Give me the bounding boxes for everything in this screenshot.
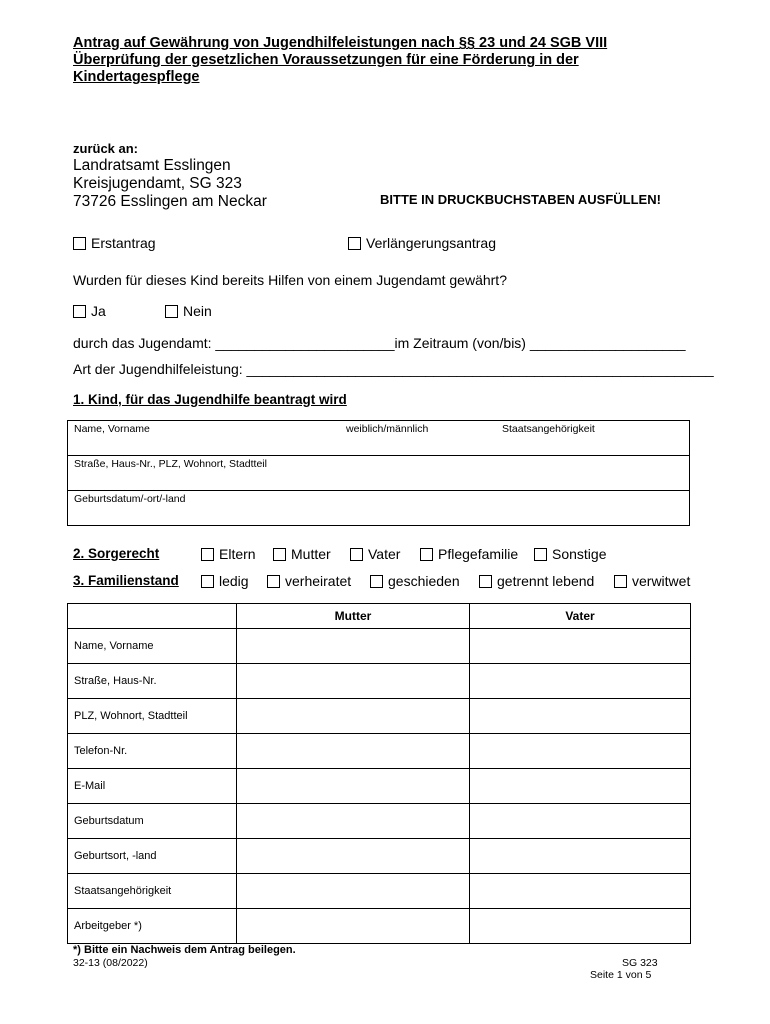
header-father: Vater bbox=[470, 604, 691, 629]
father-field[interactable] bbox=[470, 839, 691, 874]
marital-single-label: ledig bbox=[219, 573, 249, 589]
father-field[interactable] bbox=[470, 874, 691, 909]
mother-field[interactable] bbox=[237, 734, 470, 769]
mother-field[interactable] bbox=[237, 874, 470, 909]
marital-widowed-label: verwitwet bbox=[632, 573, 691, 589]
yes-label: Ja bbox=[91, 303, 106, 319]
row-label: Arbeitgeber *) bbox=[68, 909, 237, 944]
address-line-3: 73726 Esslingen am Neckar bbox=[73, 193, 267, 210]
document-title bbox=[73, 35, 713, 86]
child-row-birth[interactable] bbox=[68, 491, 689, 526]
table-row bbox=[68, 874, 691, 909]
agency-period-line[interactable]: durch das Jugendamt: _______________________im Zeitraum (von/bis) ____________________ bbox=[73, 335, 686, 351]
no-checkbox[interactable] bbox=[165, 305, 178, 318]
section1-heading: 1. Kind, für das Jugendhilfe beantragt wird bbox=[73, 392, 347, 407]
table-row bbox=[68, 804, 691, 839]
marital-widowed-checkbox[interactable] bbox=[614, 575, 627, 588]
father-field[interactable] bbox=[470, 909, 691, 944]
marital-married-checkbox[interactable] bbox=[267, 575, 280, 588]
marital-separated-label: getrennt lebend bbox=[497, 573, 595, 589]
father-field[interactable] bbox=[470, 699, 691, 734]
custody-mother-label: Mutter bbox=[291, 546, 331, 562]
custody-foster-checkbox[interactable] bbox=[420, 548, 433, 561]
marital-divorced-checkbox[interactable] bbox=[370, 575, 383, 588]
address-line-1: Landratsamt Esslingen bbox=[73, 157, 231, 174]
child-gender-label: weiblich/männlich bbox=[346, 423, 429, 435]
yes-checkbox[interactable] bbox=[73, 305, 86, 318]
mother-field[interactable] bbox=[237, 839, 470, 874]
marital-option-single[interactable] bbox=[201, 573, 249, 589]
row-label: Geburtsort, -land bbox=[68, 839, 237, 874]
table-row bbox=[68, 629, 691, 664]
marital-option-divorced[interactable] bbox=[370, 573, 460, 589]
father-field[interactable] bbox=[470, 734, 691, 769]
child-nationality-label: Staatsangehörigkeit bbox=[502, 423, 595, 435]
row-label: E-Mail bbox=[68, 769, 237, 804]
first-application-label: Erstantrag bbox=[91, 235, 156, 251]
custody-mother-checkbox[interactable] bbox=[273, 548, 286, 561]
father-field[interactable] bbox=[470, 804, 691, 839]
custody-other-label: Sonstige bbox=[552, 546, 607, 562]
option-extension-application[interactable] bbox=[348, 235, 496, 251]
custody-foster-label: Pflegefamilie bbox=[438, 546, 519, 562]
form-code: 32-13 (08/2022) bbox=[73, 957, 148, 969]
row-label: PLZ, Wohnort, Stadtteil bbox=[68, 699, 237, 734]
option-no[interactable] bbox=[165, 303, 212, 319]
option-first-application[interactable] bbox=[73, 235, 156, 251]
mother-field[interactable] bbox=[237, 699, 470, 734]
child-name-label: Name, Vorname bbox=[74, 423, 150, 435]
custody-option-mother[interactable] bbox=[273, 546, 331, 562]
marital-divorced-label: geschieden bbox=[388, 573, 460, 589]
department-code: SG 323 bbox=[622, 957, 658, 969]
service-type-line[interactable]: Art der Jugendhilfeleistung: ____________________________________________________________ bbox=[73, 361, 714, 377]
custody-option-foster[interactable] bbox=[420, 546, 518, 562]
child-row-address[interactable] bbox=[68, 456, 689, 491]
table-row bbox=[68, 734, 691, 769]
footnote: *) Bitte ein Nachweis dem Antrag beilegen. bbox=[73, 944, 296, 956]
child-address-label: Straße, Haus-Nr., PLZ, Wohnort, Stadtteil bbox=[74, 458, 267, 470]
return-address bbox=[73, 157, 267, 211]
table-row bbox=[68, 839, 691, 874]
parents-table-header bbox=[68, 604, 691, 629]
row-label: Name, Vorname bbox=[68, 629, 237, 664]
mother-field[interactable] bbox=[237, 769, 470, 804]
return-label: zurück an: bbox=[73, 141, 139, 156]
address-line-2: Kreisjugendamt, SG 323 bbox=[73, 175, 242, 192]
custody-option-other[interactable] bbox=[534, 546, 606, 562]
father-field[interactable] bbox=[470, 769, 691, 804]
table-row bbox=[68, 769, 691, 804]
mother-field[interactable] bbox=[237, 909, 470, 944]
custody-option-parents[interactable] bbox=[201, 546, 256, 562]
section2-heading: 2. Sorgerecht bbox=[73, 546, 160, 561]
row-label: Telefon-Nr. bbox=[68, 734, 237, 769]
custody-father-checkbox[interactable] bbox=[350, 548, 363, 561]
custody-parents-checkbox[interactable] bbox=[201, 548, 214, 561]
header-mother: Mutter bbox=[237, 604, 470, 629]
custody-option-father[interactable] bbox=[350, 546, 400, 562]
mother-field[interactable] bbox=[237, 804, 470, 839]
block-letters-notice: BITTE IN DRUCKBUCHSTABEN AUSFÜLLEN! bbox=[380, 192, 661, 207]
father-field[interactable] bbox=[470, 664, 691, 699]
mother-field[interactable] bbox=[237, 664, 470, 699]
custody-other-checkbox[interactable] bbox=[534, 548, 547, 561]
prior-help-question: Wurden für dieses Kind bereits Hilfen von einem Jugendamt gewährt? bbox=[73, 272, 507, 288]
marital-married-label: verheiratet bbox=[285, 573, 352, 589]
marital-separated-checkbox[interactable] bbox=[479, 575, 492, 588]
title-line-3: Kindertagespflege bbox=[73, 69, 200, 85]
row-label: Straße, Haus-Nr. bbox=[68, 664, 237, 699]
mother-field[interactable] bbox=[237, 629, 470, 664]
title-line-2: Überprüfung der gesetzlichen Voraussetzungen für eine Förderung in der bbox=[73, 52, 579, 68]
header-empty bbox=[68, 604, 237, 629]
title-line-1: Antrag auf Gewährung von Jugendhilfeleistungen nach §§ 23 und 24 SGB VIII bbox=[73, 35, 608, 51]
option-yes[interactable] bbox=[73, 303, 106, 319]
table-row bbox=[68, 699, 691, 734]
no-label: Nein bbox=[183, 303, 212, 319]
custody-father-label: Vater bbox=[368, 546, 401, 562]
table-row bbox=[68, 909, 691, 944]
marital-option-married[interactable] bbox=[267, 573, 351, 589]
extension-application-checkbox[interactable] bbox=[348, 237, 361, 250]
child-row-name[interactable] bbox=[68, 421, 689, 456]
marital-single-checkbox[interactable] bbox=[201, 575, 214, 588]
child-birth-label: Geburtsdatum/-ort/-land bbox=[74, 493, 186, 505]
extension-application-label: Verlängerungsantrag bbox=[366, 235, 496, 251]
row-label: Staatsangehörigkeit bbox=[68, 874, 237, 909]
custody-parents-label: Eltern bbox=[219, 546, 256, 562]
section3-heading: 3. Familienstand bbox=[73, 573, 179, 588]
father-field[interactable] bbox=[470, 629, 691, 664]
marital-option-separated[interactable] bbox=[479, 573, 594, 589]
parents-table bbox=[67, 603, 691, 944]
page-number: Seite 1 von 5 bbox=[590, 969, 652, 981]
child-data-box bbox=[67, 420, 690, 526]
first-application-checkbox[interactable] bbox=[73, 237, 86, 250]
row-label: Geburtsdatum bbox=[68, 804, 237, 839]
table-row bbox=[68, 664, 691, 699]
marital-option-widowed[interactable] bbox=[614, 573, 690, 589]
